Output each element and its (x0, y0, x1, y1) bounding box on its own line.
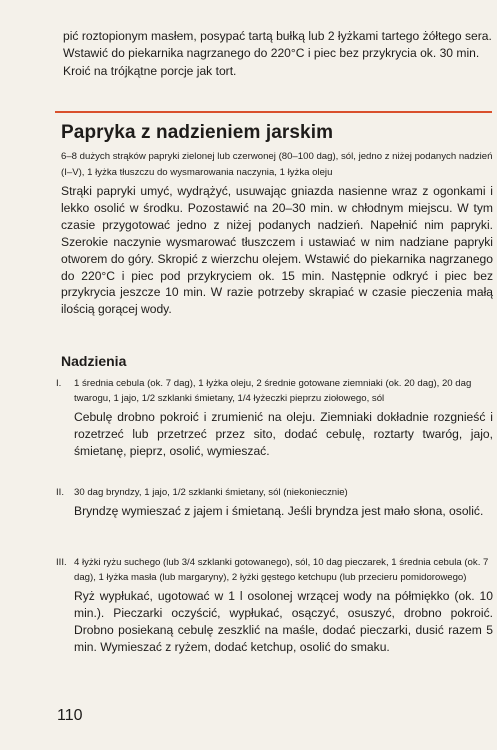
filling-ingredients: 1 średnia cebula (ok. 7 dag), 1 łyżka oleju, 2 średnie gotowane ziemniaki (ok. 20 dag), 20 dag twarogu, 1 jajo, 1/2 szklanki śmietany, 1/4 łyżeczki pieprzu ziołowego, sól (74, 378, 472, 404)
filling-numeral: III. (56, 557, 67, 568)
recipe-method: Strąki papryki umyć, wydrążyć, usuwając gniazda nasienne wraz z ogonkami i lekko osolić w środku. Pozostawić na 20–30 min. w chłodnym miejscu. W tym czasie przygotować jedno z niżej podanych nadzień. Napełnić nim papryki. Szerokie naczynie wysmarować tłuszczem i ustawiać w nim nadziane papryki otworem do góry. Skropić z wierzchu olejem. Wstawić do piekarnika nagrzanego do 220°C i piec pod przykryciem ok. 15 min. Następnie odkryć i piec bez przykrycia jeszcze 10 min. W razie potrzeby skrapiać w czasie pieczenia małą ilością gorącej wody. (61, 184, 493, 317)
page-number: 110 (57, 707, 83, 724)
filling-item (56, 376, 493, 460)
filling-method: Ryż wypłukać, ugotować w 1 l osolonej wrzącej wody na półmiękko (ok. 10 min.). Pieczarki oczyścić, wypłukać, osączyć, osuszyć, drobno pokroić. Drobno posiekaną cebulę zeszklić na maśle, dodać pieczarki, dusić razem 5 min. Wymieszać z ryżem, dodać ketchup, osolić do smaku. (74, 589, 493, 654)
filling-numeral: I. (56, 378, 62, 389)
fillings-heading: Nadzienia (61, 353, 127, 369)
intro-paragraph: pić roztopionym masłem, posypać tartą bułką lub 2 łyżkami tartego żółtego sera. Wstawić do piekarnika nagrzanego do 220°C i piec bez przykrycia ok. 30 min. Kroić na trójkątne porcje jak tort. (63, 29, 492, 78)
section-divider-rule (55, 111, 492, 113)
recipe-title: Papryka z nadzieniem jarskim (61, 122, 334, 143)
filling-ingredients: 30 dag bryndzy, 1 jajo, 1/2 szklanki śmietany, sól (niekoniecznie) (74, 487, 348, 498)
recipe-ingredients: 6–8 dużych strąków papryki zielonej lub czerwonej (80–100 dag), sól, jedno z niżej podanych nadzień (I–V), 1 łyżka tłuszczu do wysmarowania naczynia, 1 łyżka oleju (61, 151, 493, 178)
filling-ingredients: 4 łyżki ryżu suchego (lub 3/4 szklanki gotowanego), sól, 10 dag pieczarek, 1 średnia cebula (ok. 7 dag), 1 łyżka masła (lub margaryny), 2 łyżki gęstego ketchupu (lub przecieru pomidorowego) (74, 557, 489, 583)
filling-item (56, 555, 493, 656)
filling-numeral: II. (56, 487, 64, 498)
filling-method: Bryndzę wymieszać z jajem i śmietaną. Jeśli bryndza jest mało słona, osolić. (74, 504, 484, 518)
filling-item (56, 485, 493, 520)
filling-method: Cebulę drobno pokroić i zrumienić na oleju. Ziemniaki dokładnie rozgnieść i rozetrzeć lub przetrzeć przez sito, dodać cebulę, roztarty twaróg, jajo, śmietanę, pieprz, osolić, wymieszać. (74, 410, 493, 458)
